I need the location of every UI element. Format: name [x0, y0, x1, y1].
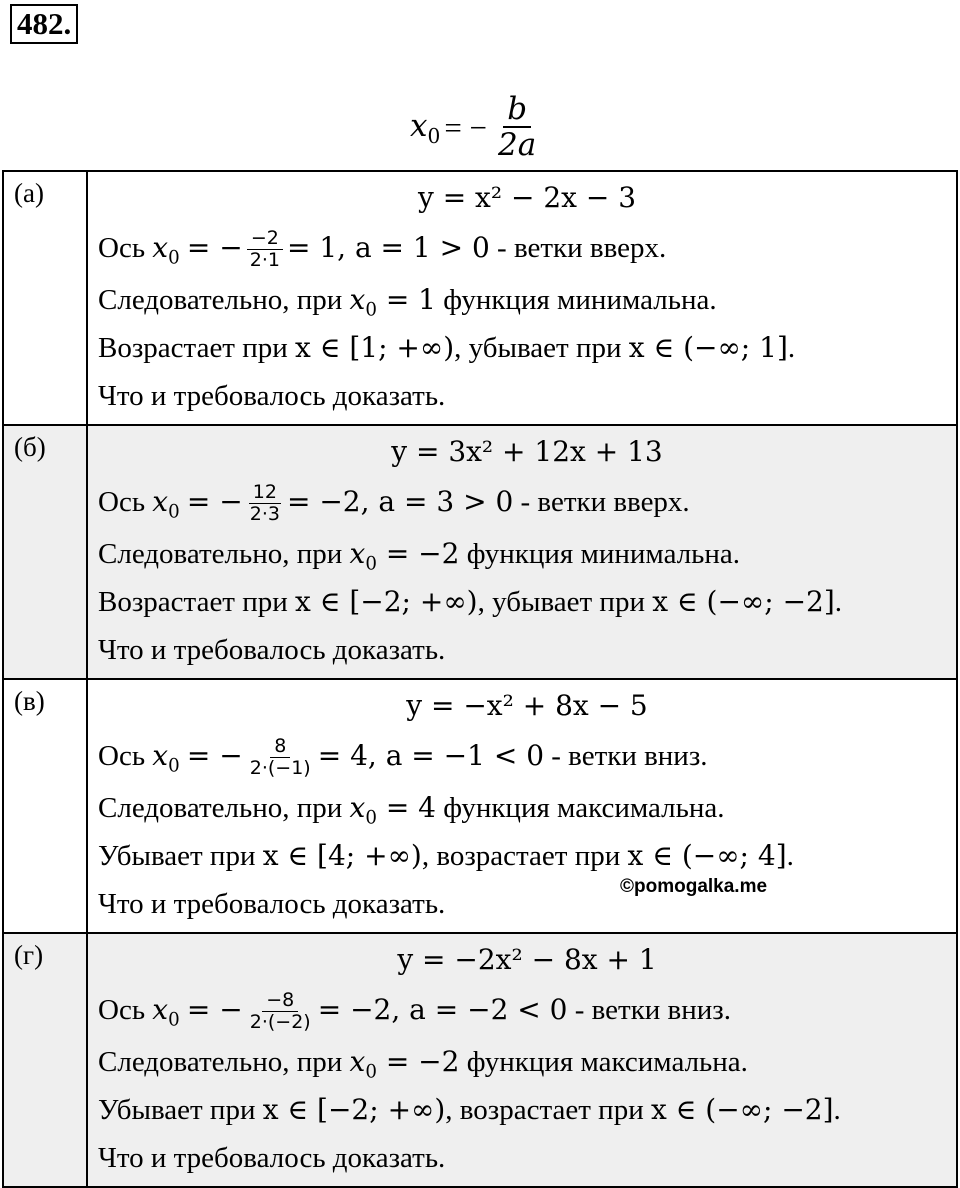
- monotonic-end: .: [833, 1094, 841, 1126]
- axis-fraction-den: 2·1: [249, 249, 280, 272]
- monotonic-b-text: , убывает при: [477, 586, 653, 618]
- conclusion-line: [98, 530, 956, 578]
- function-equation: y = x² − 2x − 3: [417, 181, 637, 214]
- formula-denominator: 2a: [498, 127, 537, 164]
- monotonic-b-interval: x ∈ (−∞; −2]: [650, 1093, 834, 1126]
- axis-eq: = −: [186, 993, 243, 1026]
- monotonic-a-text: Возрастает при: [98, 332, 296, 364]
- monotonic-b-text: , убывает при: [454, 332, 629, 364]
- axis-prefix: Ось: [98, 740, 146, 772]
- conclusion-line: [98, 784, 956, 832]
- axis-fraction-num: 12: [249, 482, 281, 504]
- axis-eq: = −: [186, 739, 243, 772]
- monotonic-b-interval: x ∈ (−∞; 4]: [627, 839, 787, 872]
- monotonic-end: .: [834, 586, 843, 618]
- axis-var: $x_0$: [152, 993, 180, 1031]
- conclusion-prefix: Следовательно, при: [98, 792, 350, 824]
- axis-fraction: [246, 482, 284, 526]
- conclusion-line: [98, 1038, 956, 1086]
- monotonic-a-interval: x ∈ [−2; +∞): [262, 1093, 446, 1126]
- row-body: [87, 933, 957, 1187]
- conclusion-var: $x_0$: [349, 537, 377, 575]
- row-label: (а): [3, 171, 87, 425]
- row-label: (б): [3, 425, 87, 679]
- axis-prefix: Ось: [98, 232, 146, 264]
- axis-var: $x_0$: [152, 231, 180, 269]
- monotonic-a-interval: x ∈ [−2; +∞): [295, 585, 478, 618]
- solution-row: [3, 171, 957, 425]
- conclusion-var: $x_0$: [349, 283, 377, 321]
- axis-fraction-num: −2: [247, 228, 283, 250]
- axis-fraction-num: −8: [262, 990, 298, 1012]
- axis-fraction-den: 2·(−2): [249, 1011, 311, 1034]
- monotonic-a-interval: x ∈ [4; +∞): [262, 839, 422, 872]
- axis-eq: = −: [186, 485, 243, 518]
- branches-direction: - ветки вверх.: [513, 486, 690, 518]
- monotonic-end: .: [786, 840, 794, 872]
- conclusion-line: [98, 276, 956, 324]
- monotonic-b-interval: x ∈ (−∞; −2]: [652, 585, 835, 618]
- monotonic-line: [98, 832, 956, 880]
- function-equation: y = 3x² + 12x + 13: [391, 435, 663, 468]
- solution-row: [3, 933, 957, 1187]
- axis-line: [98, 982, 956, 1038]
- axis-prefix: Ось: [98, 994, 146, 1026]
- branches-direction: - ветки вниз.: [567, 994, 731, 1026]
- conclusion-tail: функция минимальна.: [436, 284, 717, 316]
- solution-row: [3, 679, 957, 933]
- conclusion-prefix: Следовательно, при: [98, 538, 350, 570]
- axis-fraction: [246, 228, 284, 272]
- formula-fraction: [494, 92, 540, 164]
- axis-result: = 1, a = 1 > 0: [286, 231, 490, 264]
- monotonic-line: [98, 578, 956, 626]
- axis-fraction-den: 2·(−1): [249, 757, 311, 780]
- monotonic-a-text: Возрастает при: [98, 586, 296, 618]
- qed-line: Что и требовалось доказать.: [98, 888, 446, 920]
- row-label: (г): [3, 933, 87, 1187]
- problem-number: 482.: [10, 4, 78, 44]
- row-body: [87, 679, 957, 933]
- function-equation: y = −x² + 8x − 5: [406, 689, 648, 722]
- monotonic-b-text: , возрастает при: [421, 840, 628, 872]
- vertex-formula: [410, 92, 543, 164]
- row-body: [87, 425, 957, 679]
- conclusion-value: = 1: [376, 283, 436, 316]
- branches-direction: - ветки вверх.: [489, 232, 667, 264]
- conclusion-var: $x_0$: [349, 791, 377, 829]
- conclusion-tail: функция минимальна.: [459, 538, 741, 570]
- qed-line: Что и требовалось доказать.: [98, 1142, 446, 1174]
- branches-direction: - ветки вниз.: [544, 740, 708, 772]
- conclusion-value: = 4: [376, 791, 436, 824]
- conclusion-prefix: Следовательно, при: [98, 1046, 350, 1078]
- monotonic-a-text: Убывает при: [98, 1094, 263, 1126]
- axis-line: [98, 728, 956, 784]
- conclusion-tail: функция максимальна.: [459, 1046, 748, 1078]
- solution-row: [3, 425, 957, 679]
- formula-op: = −: [444, 109, 488, 145]
- formula-lhs: $x_0$: [410, 107, 441, 148]
- solution-table: [2, 170, 958, 1188]
- axis-var: $x_0$: [152, 485, 180, 523]
- axis-line: [98, 474, 956, 530]
- axis-fraction: [246, 736, 315, 780]
- axis-prefix: Ось: [98, 486, 146, 518]
- axis-line: [98, 220, 956, 276]
- axis-eq: = −: [186, 231, 243, 264]
- axis-fraction: [246, 990, 315, 1034]
- watermark: ©pomogalka.me: [620, 876, 768, 897]
- axis-result: = −2, a = 3 > 0: [286, 485, 514, 518]
- row-label: (в): [3, 679, 87, 933]
- qed-line: Что и требовалось доказать.: [98, 634, 446, 666]
- function-equation: y = −2x² − 8x + 1: [397, 943, 657, 976]
- row-body: [87, 171, 957, 425]
- axis-fraction-den: 2·3: [249, 503, 280, 526]
- axis-var: $x_0$: [152, 739, 180, 777]
- conclusion-value: = −2: [376, 1045, 460, 1078]
- qed-line: Что и требовалось доказать.: [98, 380, 446, 412]
- monotonic-b-interval: x ∈ (−∞; 1]: [628, 331, 788, 364]
- formula-numerator: b: [503, 92, 531, 128]
- monotonic-line: [98, 324, 956, 372]
- monotonic-line: [98, 1086, 956, 1134]
- axis-fraction-num: 8: [270, 736, 290, 758]
- monotonic-end: .: [787, 332, 796, 364]
- monotonic-a-text: Убывает при: [98, 840, 263, 872]
- axis-result: = 4, a = −1 < 0: [317, 739, 545, 772]
- conclusion-prefix: Следовательно, при: [98, 284, 350, 316]
- monotonic-b-text: , возрастает при: [445, 1094, 651, 1126]
- axis-result: = −2, a = −2 < 0: [317, 993, 568, 1026]
- conclusion-value: = −2: [376, 537, 460, 570]
- monotonic-a-interval: x ∈ [1; +∞): [295, 331, 455, 364]
- conclusion-tail: функция максимальна.: [436, 792, 725, 824]
- conclusion-var: $x_0$: [349, 1045, 377, 1083]
